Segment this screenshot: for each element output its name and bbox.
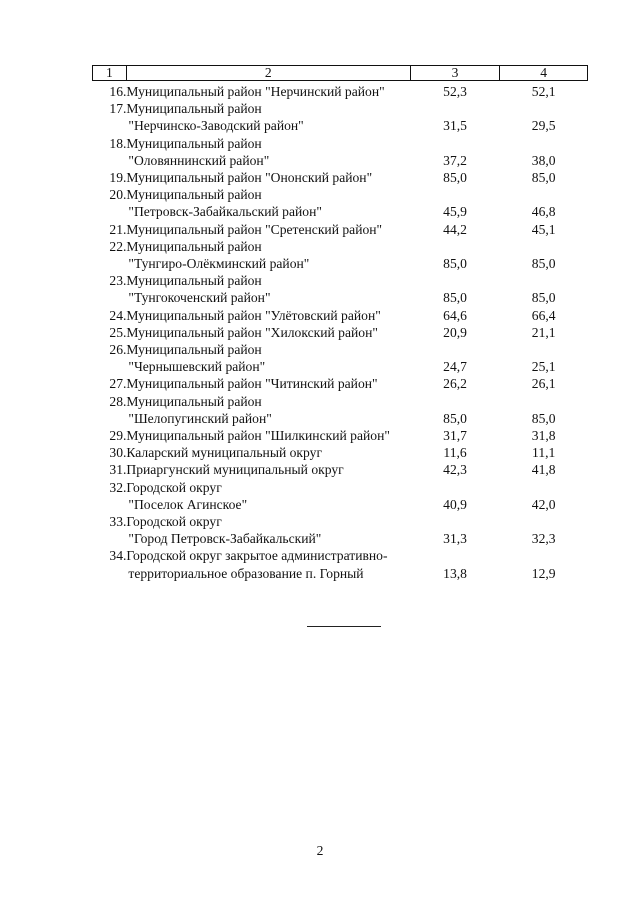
row-name: [126, 81, 410, 101]
table-row: [93, 186, 588, 220]
row-name-line: Муниципальный район "Сретенский район": [126, 221, 383, 237]
row-name-line: "Шелопугинский район": [128, 410, 272, 426]
value-col-3: 64,6: [443, 307, 467, 323]
row-name: [126, 169, 410, 186]
value-col-4: 32,3: [531, 531, 556, 547]
row-number: 22.: [109, 238, 127, 254]
value-col-3: 26,2: [443, 376, 467, 392]
value-col-4: 85,0: [531, 290, 556, 306]
row-name-line: Городской округ закрытое административно-: [126, 548, 388, 564]
table-row: [93, 461, 588, 478]
value-col-3: 85,0: [443, 410, 467, 426]
value-col-4: 85,0: [531, 410, 556, 426]
value-col-3: 85,0: [443, 170, 467, 186]
row-number: 25.: [109, 324, 127, 340]
value-col-3: 31,3: [443, 531, 467, 547]
row-name: [126, 444, 410, 461]
value-col-3: 31,7: [443, 428, 467, 444]
row-number: 21.: [109, 221, 127, 237]
row-name: [126, 375, 410, 392]
end-rule: [307, 626, 381, 627]
column-header-3: 3: [410, 66, 500, 81]
table-row: [93, 81, 588, 101]
table-header-row: [93, 66, 588, 81]
row-name: [126, 221, 410, 238]
row-number: 24.: [109, 307, 127, 323]
page-number: 2: [316, 843, 324, 858]
value-col-4: 45,1: [531, 221, 556, 237]
row-number: 17.: [109, 101, 127, 117]
value-col-3: 13,8: [443, 565, 467, 581]
row-number: 20.: [109, 187, 127, 203]
row-name-line: Муниципальный район: [126, 187, 262, 203]
table-row: [93, 324, 588, 341]
value-col-3: 24,7: [443, 359, 467, 375]
table-row: [93, 547, 588, 581]
table-row: [93, 169, 588, 186]
row-number: 19.: [109, 170, 127, 186]
row-name: [126, 238, 410, 272]
table-row: [93, 479, 588, 513]
value-col-3: 20,9: [443, 324, 467, 340]
row-number: 26.: [109, 342, 127, 358]
value-col-4: 25,1: [531, 359, 556, 375]
row-name: [126, 427, 410, 444]
value-col-4: 26,1: [531, 376, 556, 392]
row-name: [126, 272, 410, 306]
row-name-line: "Нерчинско-Заводский район": [128, 118, 304, 134]
table-row: [93, 444, 588, 461]
value-col-4: 31,8: [531, 428, 556, 444]
value-col-3: 11,6: [443, 445, 467, 461]
value-col-4: 46,8: [531, 204, 556, 220]
table-row: [93, 221, 588, 238]
row-name-line: "Петровск-Забайкальский район": [128, 204, 322, 220]
value-col-4: 52,1: [531, 84, 556, 99]
column-header-4: 4: [500, 66, 588, 81]
row-name: [126, 393, 410, 427]
value-col-4: 11,1: [532, 445, 556, 461]
table-row: [93, 238, 588, 272]
row-name: [126, 341, 410, 375]
row-name-line: "Город Петровск-Забайкальский": [128, 531, 322, 547]
value-col-3: 31,5: [443, 118, 467, 134]
row-name-line: Приаргунский муниципальный округ: [126, 462, 344, 478]
row-name-line: "Чернышевский район": [128, 359, 266, 375]
value-col-4: 29,5: [531, 118, 556, 134]
table-row: [93, 341, 588, 375]
row-name-line: "Тунгиро-Олёкминский район": [128, 256, 310, 272]
row-number: 16.: [109, 84, 127, 99]
table-row: [93, 307, 588, 324]
row-number: 31.: [109, 462, 127, 478]
table-row: [93, 393, 588, 427]
row-number: 23.: [109, 273, 127, 289]
value-col-3: 44,2: [443, 221, 467, 237]
row-name: [126, 186, 410, 220]
row-name: [126, 461, 410, 478]
value-col-4: 12,9: [531, 565, 556, 581]
value-col-4: 38,0: [531, 152, 556, 168]
row-name-line: Муниципальный район: [126, 393, 262, 409]
row-name: [126, 547, 410, 581]
value-col-3: 42,3: [443, 462, 467, 478]
row-name-line: Муниципальный район "Хилокский район": [126, 324, 378, 340]
value-col-3: 40,9: [443, 496, 467, 512]
row-name-line: Муниципальный район "Шилкинский район": [126, 428, 390, 444]
value-col-4: 66,4: [531, 307, 556, 323]
value-col-4: 85,0: [531, 256, 556, 272]
table-row: [93, 272, 588, 306]
row-number: 34.: [109, 548, 127, 564]
row-number: 28.: [109, 393, 127, 409]
row-name-line: территориальное образование п. Горный: [128, 565, 364, 581]
row-name-line: Муниципальный район "Ононский район": [126, 170, 373, 186]
row-name-line: Муниципальный район: [126, 135, 262, 151]
row-name-line: Каларский муниципальный округ: [126, 445, 323, 461]
value-col-3: 45,9: [443, 204, 467, 220]
column-header-2: 2: [126, 66, 410, 81]
data-table: [92, 65, 588, 582]
row-name: [126, 100, 410, 134]
row-name: [126, 135, 410, 169]
row-name-line: Муниципальный район: [126, 238, 262, 254]
value-col-3: 52,3: [443, 84, 467, 99]
value-col-4: 42,0: [531, 496, 556, 512]
row-name-line: Муниципальный район "Улётовский район": [126, 307, 381, 323]
row-name-line: Муниципальный район: [126, 273, 262, 289]
row-name: [126, 513, 410, 547]
row-name-line: "Поселок Агинское": [128, 496, 248, 512]
row-number: 30.: [109, 445, 127, 461]
table-row: [93, 100, 588, 134]
row-name-line: "Тунгокоченский район": [128, 290, 271, 306]
table-row: [93, 427, 588, 444]
row-name-line: Муниципальный район: [126, 101, 262, 117]
value-col-3: 37,2: [443, 152, 467, 168]
row-name: [126, 324, 410, 341]
row-number: 32.: [109, 479, 127, 495]
table-row: [93, 513, 588, 547]
row-name-line: Муниципальный район "Читинский район": [126, 376, 378, 392]
row-name-line: "Оловяннинский район": [128, 152, 270, 168]
row-number: 27.: [109, 376, 127, 392]
row-name-line: Муниципальный район "Нерчинский район": [126, 84, 385, 99]
value-col-4: 21,1: [531, 324, 556, 340]
value-col-4: 85,0: [531, 170, 556, 186]
value-col-3: 85,0: [443, 256, 467, 272]
value-col-4: 41,8: [531, 462, 556, 478]
row-number: 33.: [109, 514, 127, 530]
row-number: 18.: [109, 135, 127, 151]
row-name-line: Городской округ: [126, 514, 222, 530]
table-row: [93, 375, 588, 392]
row-name: [126, 307, 410, 324]
row-name: [126, 479, 410, 513]
row-number: 29.: [109, 428, 127, 444]
table-body: [93, 81, 588, 582]
row-name-line: Городской округ: [126, 479, 222, 495]
table-row: [93, 135, 588, 169]
value-col-3: 85,0: [443, 290, 467, 306]
column-header-1: 1: [93, 66, 127, 81]
row-name-line: Муниципальный район: [126, 342, 262, 358]
